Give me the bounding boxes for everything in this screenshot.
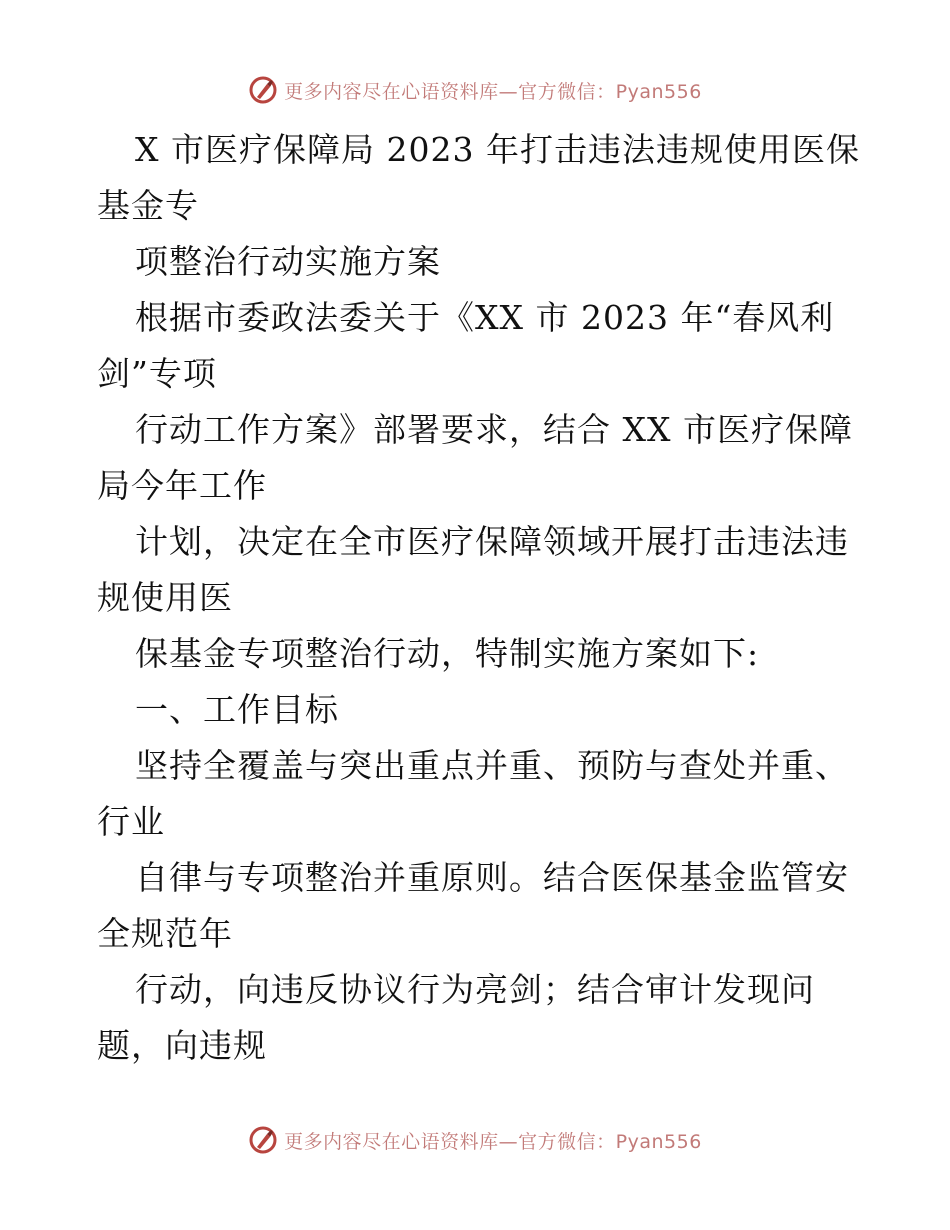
text-line: 全规范年 — [97, 914, 233, 953]
text-line: 行业 — [97, 802, 165, 841]
text-line: 基金专 — [97, 186, 199, 225]
text-line: 自律与专项整治并重原则。结合医保基金监管安 — [135, 858, 849, 897]
banner-text: 更多内容尽在心语资料库—官方微信：Pyan556 — [284, 1130, 702, 1153]
text-line: 一、工作目标 — [135, 690, 339, 729]
header-watermark-banner — [0, 70, 950, 110]
text-line: 剑”专项 — [97, 354, 217, 393]
footer-watermark-banner — [0, 1120, 950, 1160]
text-line: 行动，向违反协议行为亮剑；结合审计发现问 — [135, 970, 815, 1009]
text-line: 项整治行动实施方案 — [135, 242, 441, 281]
text-line: 保基金专项整治行动，特制实施方案如下: — [135, 634, 760, 673]
document-body — [97, 122, 860, 1074]
text-line: 局今年工作 — [97, 466, 267, 505]
banner-text: 更多内容尽在心语资料库—官方微信：Pyan556 — [284, 80, 702, 103]
text-line: 坚持全覆盖与突出重点并重、预防与查处并重、 — [135, 746, 849, 785]
text-line: 根据市委政法委关于《XX 市 2023 年“春风利 — [135, 298, 835, 337]
wechat-id: Pyan556 — [615, 1130, 702, 1153]
text-line: X 市医疗保障局 2023 年打击违法违规使用医保 — [135, 130, 860, 169]
text-line: 题，向违规 — [97, 1026, 267, 1065]
text-line: 规使用医 — [97, 578, 233, 617]
text-line: 行动工作方案》部署要求，结合 XX 市医疗保障 — [135, 410, 853, 449]
wechat-id: Pyan556 — [615, 80, 702, 103]
pen-nib-logo-icon — [248, 75, 278, 105]
text-line: 计划，决定在全市医疗保障领域开展打击违法违 — [135, 522, 849, 561]
pen-nib-logo-icon — [248, 1125, 278, 1155]
